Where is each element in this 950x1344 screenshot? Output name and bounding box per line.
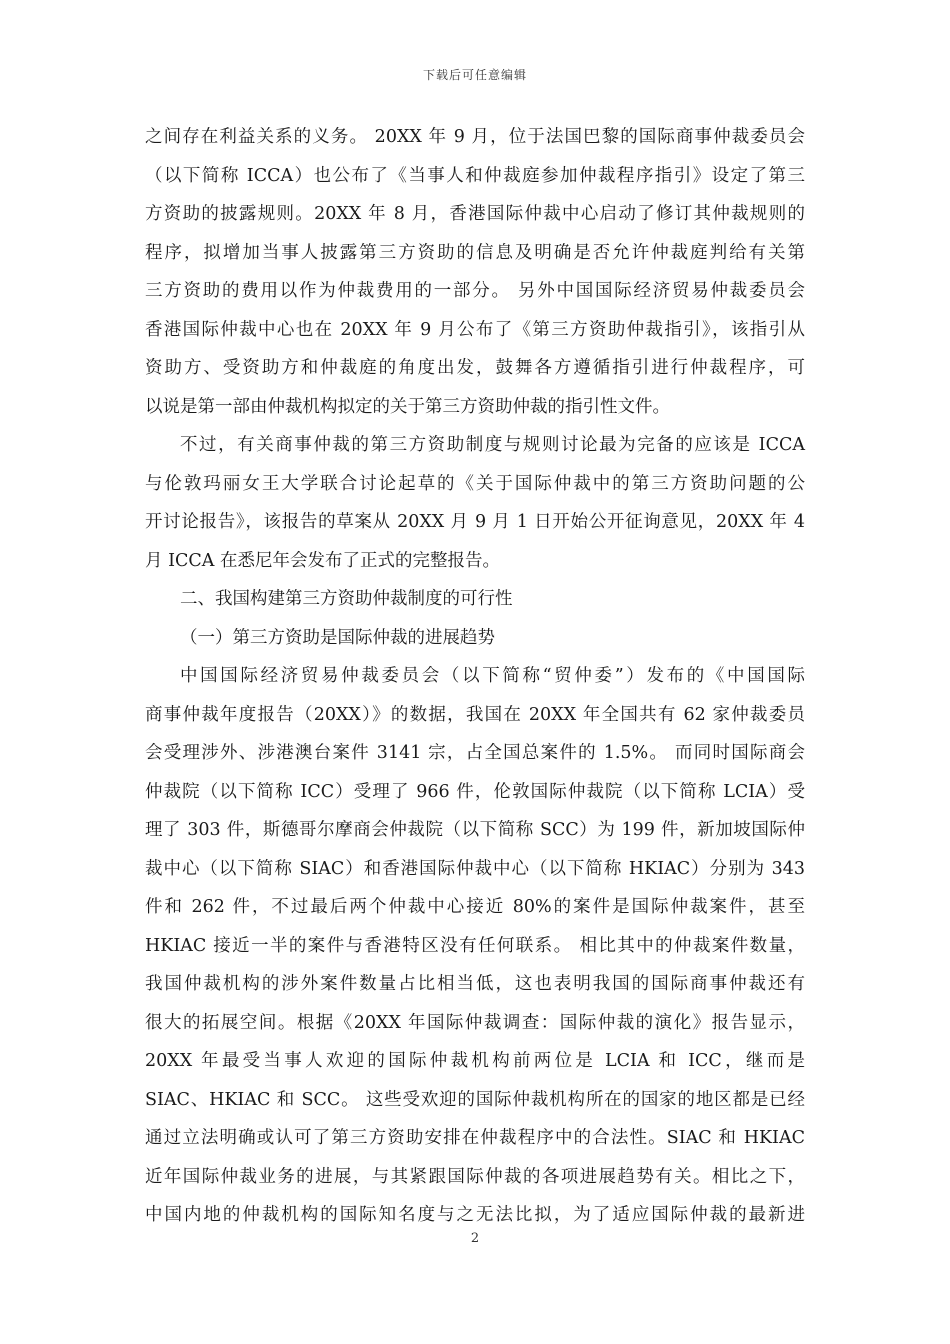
section-heading: 二、我国构建第三方资助仲裁制度的可行性	[180, 589, 513, 609]
text-line: 件和 262 件，不过最后两个仲裁中心接近 80%的案件是国际仲裁案件，甚至	[145, 897, 805, 917]
text-line: 资助方、受资助方和仲裁庭的角度出发，鼓舞各方遵循指引进行仲裁程序，可	[145, 358, 805, 378]
page-number: 2	[470, 1231, 480, 1246]
text-line: 通过立法明确或认可了第三方资助安排在仲裁程序中的合法性。SIAC 和 HKIAC	[145, 1128, 805, 1148]
text-line: 20XX 年最受当事人欢迎的国际仲裁机构前两位是 LCIA 和 ICC，继而是	[145, 1051, 805, 1071]
document-body	[145, 118, 805, 1235]
text-line: SIAC、HKIAC 和 SCC。 这些受欢迎的国际仲裁机构所在的国家的地区都是已经	[145, 1089, 805, 1110]
page-header: 下载后可任意编辑	[422, 68, 527, 82]
text-line: 理了 303 件，斯德哥尔摩商会仲裁院（以下简称 SCC）为 199 件，新加坡国际仲	[145, 820, 805, 840]
text-line: 我国仲裁机构的涉外案件数量占比相当低，这也表明我国的国际商事仲裁还有	[145, 974, 805, 994]
text-line: 中国国际经济贸易仲裁委员会（以下简称“贸仲委”）发布的《中国国际	[180, 666, 805, 686]
text-line: 会受理涉外、涉港澳台案件 3141 宗，占全国总案件的 1.5%。 而同时国际商会	[145, 743, 805, 763]
text-line: HKIAC 接近一半的案件与香港特区没有任何联系。 相比其中的仲裁案件数量，	[145, 935, 805, 956]
text-line: 方资助的披露规则。20XX 年 8 月，香港国际仲裁中心启动了修订其仲裁规则的	[145, 204, 805, 224]
text-line: 三方资助的费用以作为仲裁费用的一部分。 另外中国国际经济贸易仲裁委员会	[145, 281, 805, 301]
text-line: 香港国际仲裁中心也在 20XX 年 9 月公布了《第三方资助仲裁指引》，该指引从	[145, 319, 805, 340]
text-line: 裁中心（以下简称 SIAC）和香港国际仲裁中心（以下简称 HKIAC）分别为 343	[145, 858, 805, 879]
text-line: 仲裁院（以下简称 ICC）受理了 966 件，伦敦国际仲裁院（以下简称 LCIA）受	[145, 781, 805, 802]
text-line: 与伦敦玛丽女王大学联合讨论起草的《关于国际仲裁中的第三方资助问题的公	[145, 473, 805, 494]
text-line: 近年国际仲裁业务的进展，与其紧跟国际仲裁的各项进展趋势有关。相比之下，	[145, 1166, 805, 1187]
text-line: 不过，有关商事仲裁的第三方资助制度与规则讨论最为完备的应该是 ICCA	[180, 435, 805, 455]
text-line: 开讨论报告》，该报告的草案从 20XX 月 9 月 1 日开始公开征询意见，20XX 年 4	[145, 512, 805, 532]
text-line: 月 ICCA 在悉尼年会发布了正式的完整报告。	[145, 550, 500, 571]
text-line: （以下简称 ICCA）也公布了《当事人和仲裁庭参加仲裁程序指引》设定了第三	[145, 165, 805, 186]
text-line: 商事仲裁年度报告（20XX）》的数据，我国在 20XX 年全国共有 62 家仲裁委员	[145, 704, 805, 725]
text-line: 中国内地的仲裁机构的国际知名度与之无法比拟，为了适应国际仲裁的最新进	[145, 1205, 805, 1225]
text-line: 以说是第一部由仲裁机构拟定的关于第三方资助仲裁的指引性文件。	[145, 396, 670, 417]
text-line: 很大的拓展空间。根据《20XX 年国际仲裁调查：国际仲裁的演化》报告显示，	[145, 1012, 805, 1033]
text-line: 之间存在利益关系的义务。 20XX 年 9 月，位于法国巴黎的国际商事仲裁委员会	[145, 127, 805, 147]
subsection-heading: （一）第三方资助是国际仲裁的进展趋势	[180, 627, 495, 648]
text-line: 程序，拟增加当事人披露第三方资助的信息及明确是否允许仲裁庭判给有关第	[145, 242, 805, 263]
